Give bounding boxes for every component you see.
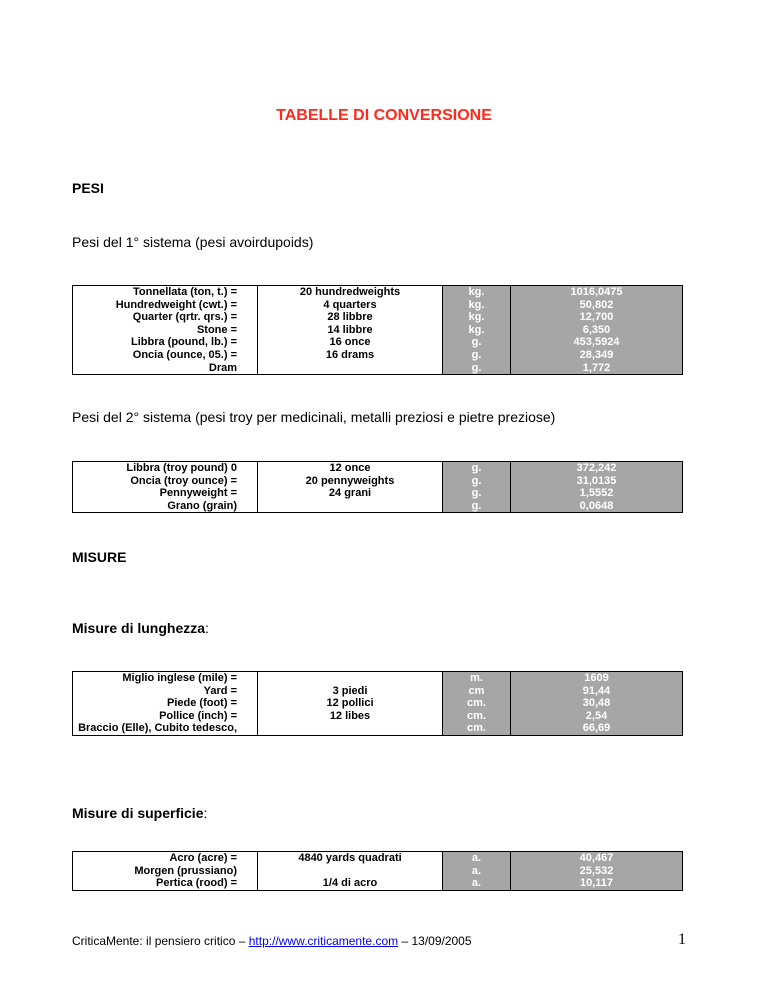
- table-cell: 50,802: [579, 298, 614, 311]
- table-pesi-2: [72, 461, 683, 513]
- table-cell: cm: [468, 684, 485, 697]
- table-cell: 1/4 di acro: [322, 877, 378, 890]
- page-footer: [72, 934, 472, 948]
- table-cell: Pertica (rood) =: [156, 877, 237, 890]
- table-cell: 6,350: [582, 323, 611, 336]
- table-cell: 91,44: [582, 684, 611, 697]
- table-cell: g.: [471, 487, 482, 500]
- column-values: [511, 286, 682, 374]
- table-cell: 24 grani: [328, 487, 372, 500]
- table-cell: 12 libes: [329, 709, 371, 722]
- table-cell: Dram: [208, 361, 237, 374]
- table-lunghezza: [72, 671, 683, 736]
- table-cell: 12 once: [329, 462, 371, 474]
- table-cell: [258, 672, 442, 685]
- table-cell: 20 hundredweights: [299, 286, 401, 298]
- table-cell: Miglio inglese (mile) =: [122, 672, 237, 684]
- table-cell: g.: [471, 474, 482, 487]
- table-cell: 12,700: [579, 311, 614, 324]
- table-cell: Grano (grain): [167, 499, 237, 512]
- footer-link[interactable]: http://www.criticamente.com: [248, 934, 399, 948]
- footer-prefix: CriticaMente: il pensiero critico –: [72, 934, 249, 948]
- table-cell: Oncia (troy ounce) =: [130, 474, 237, 487]
- table-cell: Braccio (Elle), Cubito tedesco,: [78, 722, 237, 735]
- subheading-pesi-1: Pesi del 1° sistema (pesi avoirdupoids): [72, 234, 314, 250]
- table-cell: 1,772: [582, 361, 611, 374]
- table-cell: 28,349: [579, 348, 614, 361]
- table-superficie: [72, 851, 683, 891]
- table-cell: 12 pollici: [326, 697, 374, 710]
- column-equivalents: [258, 462, 443, 512]
- table-cell: Quarter (qrtr. qrs.) =: [132, 311, 237, 324]
- table-cell: kg.: [468, 323, 485, 336]
- subheading-pesi-2: Pesi del 2° sistema (pesi troy per medicinali, metalli preziosi e pietre preziose): [72, 409, 556, 425]
- column-equivalents: [258, 672, 443, 735]
- table-cell: 372,242: [576, 462, 617, 474]
- table-cell: 14 libbre: [327, 323, 373, 336]
- table-cell: 4840 yards quadrati: [298, 852, 402, 864]
- table-cell: 25,532: [579, 864, 614, 877]
- table-cell: kg.: [468, 298, 485, 311]
- table-cell: Hundredweight (cwt.) =: [115, 298, 237, 311]
- table-cell: cm.: [467, 697, 486, 710]
- column-equivalents: [258, 852, 443, 890]
- table-cell: [258, 500, 442, 513]
- table-cell: g.: [471, 361, 482, 374]
- subheading-lunghezza-text: Misure di lunghezza: [72, 620, 206, 636]
- table-cell: 20 pennyweights: [305, 474, 395, 487]
- table-cell: Oncia (ounce, 05.) =: [132, 348, 237, 361]
- table-cell: Libbra (troy pound) 0: [126, 462, 237, 474]
- table-cell: Libbra (pound, lb.) =: [130, 336, 237, 349]
- table-cell: g.: [471, 462, 482, 474]
- table-cell: [258, 362, 442, 375]
- column-names: [73, 672, 258, 735]
- table-cell: 1,5552: [579, 487, 614, 500]
- footer-suffix: – 13/09/2005: [398, 934, 472, 948]
- table-cell: cm.: [467, 709, 486, 722]
- column-units: [443, 462, 511, 512]
- table-cell: 30,48: [582, 697, 611, 710]
- table-cell: 10,117: [579, 877, 614, 890]
- table-cell: Acro (acre) =: [169, 852, 237, 864]
- table-cell: [258, 865, 442, 878]
- section-heading-pesi: PESI: [72, 180, 104, 196]
- table-cell: 2,54: [585, 709, 608, 722]
- column-values: [511, 462, 682, 512]
- column-values: [511, 672, 682, 735]
- table-cell: Pollice (inch) =: [159, 709, 237, 722]
- table-cell: a.: [471, 877, 482, 890]
- table-cell: g.: [471, 336, 482, 349]
- table-cell: Morgen (prussiano): [134, 864, 237, 877]
- table-cell: a.: [471, 864, 482, 877]
- page-number: 1: [678, 931, 686, 948]
- table-cell: 4 quarters: [323, 298, 377, 311]
- table-cell: 0,0648: [579, 499, 614, 512]
- column-units: [443, 852, 511, 890]
- table-cell: 16 drams: [325, 348, 375, 361]
- table-cell: 1016,0475: [570, 286, 623, 298]
- column-units: [443, 286, 511, 374]
- subheading-lunghezza: Misure di lunghezza:: [72, 620, 209, 636]
- table-cell: [258, 722, 442, 735]
- table-cell: 28 libbre: [327, 311, 373, 324]
- table-cell: 40,467: [579, 852, 614, 864]
- table-cell: Tonnellata (ton, t.) =: [133, 286, 237, 298]
- table-cell: 31,0135: [576, 474, 617, 487]
- table-cell: 1609: [584, 672, 609, 684]
- table-cell: Piede (foot) =: [167, 697, 237, 710]
- page-title: TABELLE DI CONVERSIONE: [276, 107, 492, 124]
- column-values: [511, 852, 682, 890]
- subheading-superficie: Misure di superficie:: [72, 805, 208, 821]
- table-cell: 16 once: [329, 336, 371, 349]
- column-equivalents: [258, 286, 443, 374]
- table-cell: 453,5924: [573, 336, 620, 349]
- table-cell: a.: [471, 852, 482, 864]
- column-names: [73, 852, 258, 890]
- table-cell: Pennyweight =: [159, 487, 237, 500]
- table-cell: 66,69: [582, 722, 611, 735]
- table-cell: 3 piedi: [332, 684, 368, 697]
- table-cell: g.: [471, 348, 482, 361]
- subheading-superficie-text: Misure di superficie: [72, 805, 204, 821]
- table-cell: m.: [470, 672, 483, 684]
- table-cell: kg.: [468, 286, 485, 298]
- table-cell: kg.: [468, 311, 485, 324]
- table-cell: cm.: [467, 722, 486, 735]
- table-cell: g.: [471, 499, 482, 512]
- table-cell: Yard =: [203, 684, 237, 697]
- section-heading-misure: MISURE: [72, 549, 127, 565]
- table-pesi-1: [72, 285, 683, 375]
- table-cell: Stone =: [196, 323, 237, 336]
- column-names: [73, 462, 258, 512]
- column-units: [443, 672, 511, 735]
- column-names: [73, 286, 258, 374]
